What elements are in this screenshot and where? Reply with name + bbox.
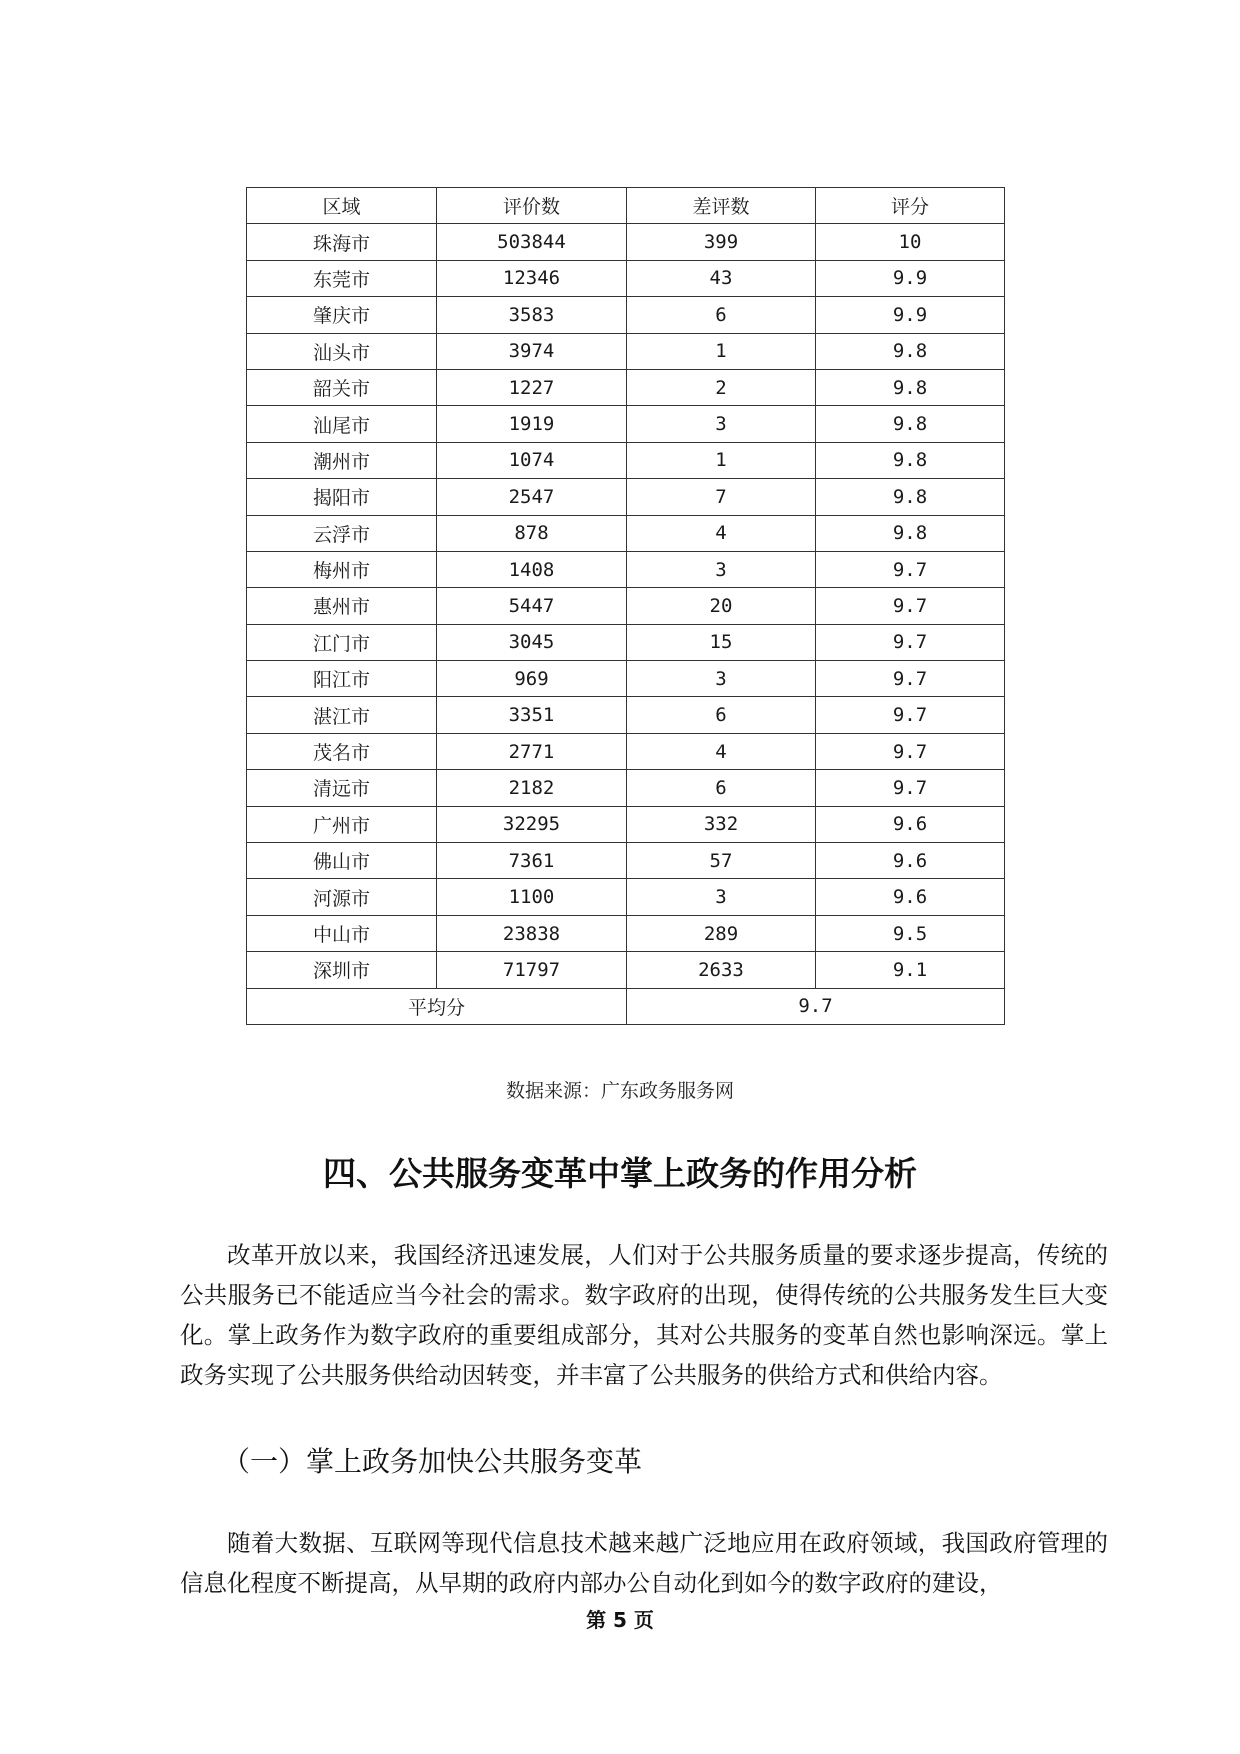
cell-region: 佛山市 <box>247 843 437 879</box>
cell-region: 汕尾市 <box>247 406 437 442</box>
cell-negative-count: 3 <box>627 661 816 697</box>
cell-negative-count: 3 <box>627 551 816 587</box>
table-row <box>247 661 1005 697</box>
cell-review-count: 71797 <box>437 952 627 988</box>
body-paragraph-2: 随着大数据、互联网等现代信息技术越来越广泛地应用在政府领域，我国政府管理的信息化程度不断提高，从早期的政府内部办公自动化到如今的数字政府的建设， <box>180 1529 1108 1597</box>
cell-score: 9.7 <box>816 624 1005 660</box>
cell-review-count: 2771 <box>437 733 627 769</box>
cell-negative-count: 332 <box>627 806 816 842</box>
cell-region: 中山市 <box>247 915 437 951</box>
cell-score: 9.8 <box>816 333 1005 369</box>
cell-review-count: 5447 <box>437 588 627 624</box>
cell-review-count: 23838 <box>437 915 627 951</box>
cell-review-count: 3045 <box>437 624 627 660</box>
cell-review-count: 3974 <box>437 333 627 369</box>
cell-negative-count: 2633 <box>627 952 816 988</box>
cell-review-count: 3351 <box>437 697 627 733</box>
cell-negative-count: 3 <box>627 879 816 915</box>
cell-score: 9.6 <box>816 806 1005 842</box>
cell-review-count: 32295 <box>437 806 627 842</box>
cell-score: 9.9 <box>816 297 1005 333</box>
data-source-caption: 数据来源：广东政务服务网 <box>505 1080 734 1102</box>
cell-region: 广州市 <box>247 806 437 842</box>
cell-negative-count: 6 <box>627 697 816 733</box>
cell-review-count: 878 <box>437 515 627 551</box>
header-score: 评分 <box>816 188 1005 224</box>
cell-region: 茂名市 <box>247 733 437 769</box>
page-number: 第 5 页 <box>586 1608 654 1632</box>
cell-negative-count: 4 <box>627 733 816 769</box>
table-row <box>247 224 1005 260</box>
cell-region: 东莞市 <box>247 260 437 296</box>
cell-review-count: 1100 <box>437 879 627 915</box>
table-row <box>247 806 1005 842</box>
subsection-heading: （一）掌上政务加快公共服务变革 <box>222 1445 643 1478</box>
cell-score: 9.8 <box>816 406 1005 442</box>
table-row <box>247 697 1005 733</box>
cell-region: 河源市 <box>247 879 437 915</box>
cell-negative-count: 399 <box>627 224 816 260</box>
cell-review-count: 503844 <box>437 224 627 260</box>
cell-review-count: 1408 <box>437 551 627 587</box>
table-header-row <box>247 188 1005 224</box>
table-row <box>247 479 1005 515</box>
cell-score: 9.7 <box>816 733 1005 769</box>
cell-negative-count: 4 <box>627 515 816 551</box>
cell-negative-count: 6 <box>627 770 816 806</box>
cell-region: 湛江市 <box>247 697 437 733</box>
cell-score: 9.7 <box>816 661 1005 697</box>
cell-region: 江门市 <box>247 624 437 660</box>
cell-score: 9.1 <box>816 952 1005 988</box>
cell-review-count: 1074 <box>437 442 627 478</box>
body-paragraph-1: 改革开放以来，我国经济迅速发展，人们对于公共服务质量的要求逐步提高，传统的公共服务已不能适应当今社会的需求。数字政府的出现，使得传统的公共服务发生巨大变化。掌上政务作为数字政府的重要组成部分，其对公共服务的变革自然也影响深远。掌上政务实现了公共服务供给动因转变，并丰富了公共服务的供给方式和供给内容。 <box>180 1241 1108 1389</box>
cell-negative-count: 2 <box>627 369 816 405</box>
cell-score: 9.7 <box>816 588 1005 624</box>
cell-negative-count: 57 <box>627 843 816 879</box>
cell-review-count: 2182 <box>437 770 627 806</box>
cell-score: 9.9 <box>816 260 1005 296</box>
cell-review-count: 12346 <box>437 260 627 296</box>
average-value: 9.7 <box>627 988 1005 1024</box>
table-row <box>247 406 1005 442</box>
cell-region: 揭阳市 <box>247 479 437 515</box>
cell-negative-count: 43 <box>627 260 816 296</box>
average-row <box>247 988 1005 1024</box>
cell-negative-count: 7 <box>627 479 816 515</box>
table-row <box>247 442 1005 478</box>
cell-negative-count: 1 <box>627 442 816 478</box>
cell-score: 9.8 <box>816 369 1005 405</box>
average-label: 平均分 <box>247 988 627 1024</box>
cell-review-count: 1227 <box>437 369 627 405</box>
table-row <box>247 624 1005 660</box>
cell-score: 9.7 <box>816 697 1005 733</box>
cell-score: 9.6 <box>816 879 1005 915</box>
cell-region: 韶关市 <box>247 369 437 405</box>
cell-negative-count: 15 <box>627 624 816 660</box>
table-row <box>247 879 1005 915</box>
table-row <box>247 369 1005 405</box>
table-row <box>247 915 1005 951</box>
cell-review-count: 2547 <box>437 479 627 515</box>
cell-region: 云浮市 <box>247 515 437 551</box>
table-row <box>247 260 1005 296</box>
cell-region: 梅州市 <box>247 551 437 587</box>
cell-region: 汕头市 <box>247 333 437 369</box>
table-row <box>247 843 1005 879</box>
cell-score: 9.5 <box>816 915 1005 951</box>
table-body <box>247 224 1005 988</box>
table-row <box>247 297 1005 333</box>
table-row <box>247 770 1005 806</box>
cell-review-count: 3583 <box>437 297 627 333</box>
cell-region: 深圳市 <box>247 952 437 988</box>
cell-region: 清远市 <box>247 770 437 806</box>
table-row <box>247 333 1005 369</box>
header-review-count: 评价数 <box>437 188 627 224</box>
cell-region: 惠州市 <box>247 588 437 624</box>
table-row <box>247 515 1005 551</box>
rating-table <box>246 187 1005 1025</box>
cell-score: 9.8 <box>816 515 1005 551</box>
section-heading: 四、公共服务变革中掌上政务的作用分析 <box>323 1154 917 1193</box>
cell-score: 9.8 <box>816 479 1005 515</box>
cell-score: 9.8 <box>816 442 1005 478</box>
table-row <box>247 551 1005 587</box>
cell-score: 10 <box>816 224 1005 260</box>
cell-score: 9.7 <box>816 551 1005 587</box>
cell-negative-count: 1 <box>627 333 816 369</box>
cell-region: 阳江市 <box>247 661 437 697</box>
cell-negative-count: 3 <box>627 406 816 442</box>
cell-region: 肇庆市 <box>247 297 437 333</box>
cell-review-count: 1919 <box>437 406 627 442</box>
cell-score: 9.7 <box>816 770 1005 806</box>
cell-negative-count: 6 <box>627 297 816 333</box>
cell-negative-count: 289 <box>627 915 816 951</box>
cell-negative-count: 20 <box>627 588 816 624</box>
cell-region: 珠海市 <box>247 224 437 260</box>
table-row <box>247 952 1005 988</box>
cell-region: 潮州市 <box>247 442 437 478</box>
header-negative-count: 差评数 <box>627 188 816 224</box>
table-row <box>247 733 1005 769</box>
table-row <box>247 588 1005 624</box>
header-region: 区域 <box>247 188 437 224</box>
cell-review-count: 969 <box>437 661 627 697</box>
cell-score: 9.6 <box>816 843 1005 879</box>
cell-review-count: 7361 <box>437 843 627 879</box>
